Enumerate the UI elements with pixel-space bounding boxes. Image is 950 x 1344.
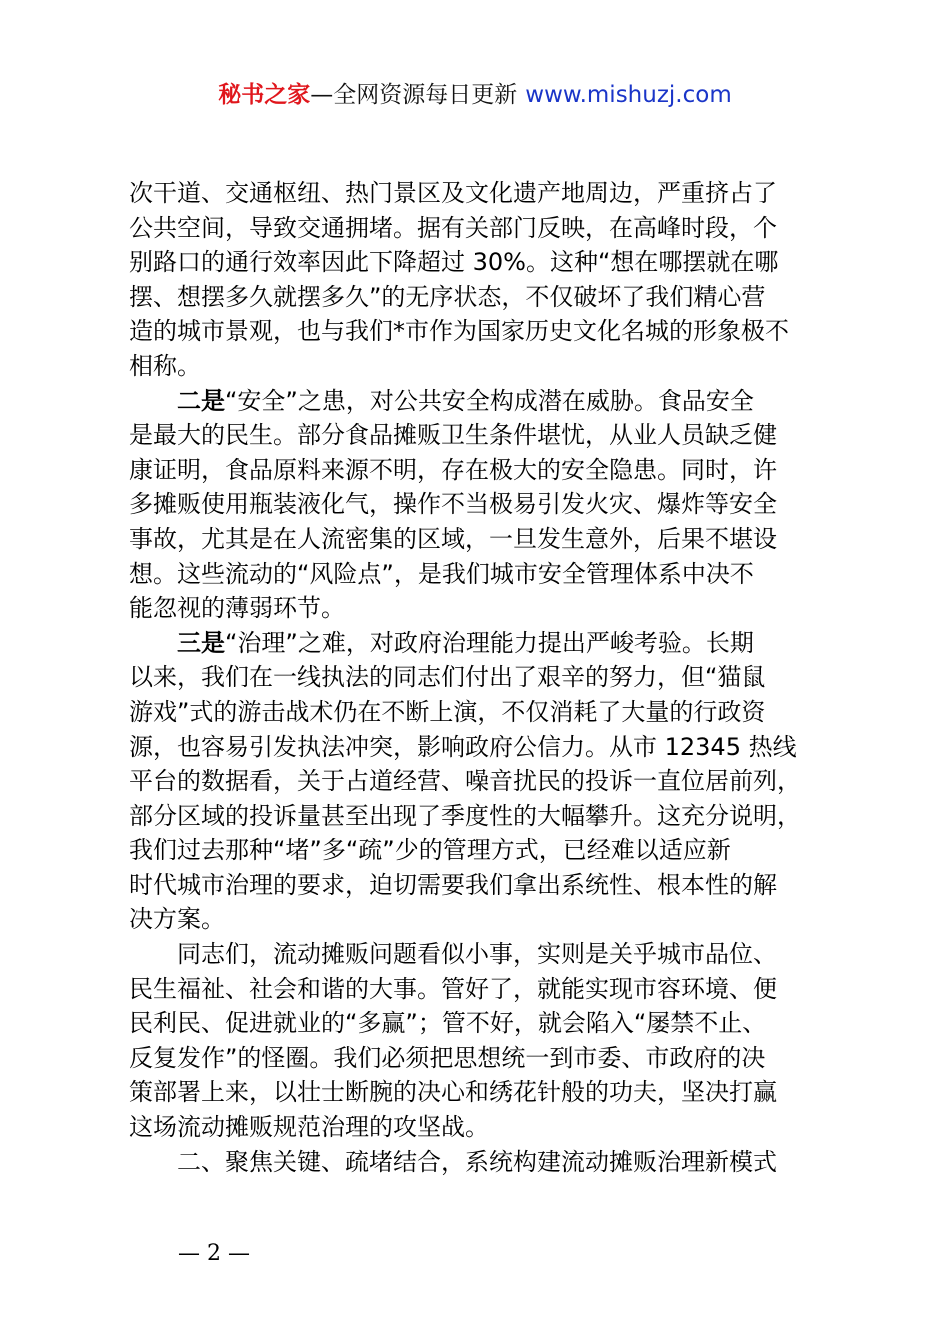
text-line: 时代城市治理的要求，迫切需要我们拿出系统性、根本性的解 [129,870,777,899]
section-heading: 二、聚焦关键、疏堵结合，系统构建流动摊贩治理新模式 [177,1147,777,1176]
document-body [129,176,829,1179]
text-line: 想。这些流动的“风险点”，是我们城市安全管理体系中决不 [129,559,754,588]
text-line: “治理”之难，对政府治理能力提出严峻考验。长期 [225,628,754,657]
header-tagline: —全网资源每日更新 [310,82,518,108]
text-line: 民生福祉、社会和谐的大事。管好了，就能实现市容环境、便 [129,974,777,1003]
text-line: 是最大的民生。部分食品摊贩卫生条件堪忧，从业人员缺乏健 [129,421,777,450]
text-line: 能忽视的薄弱环节。 [129,594,345,623]
text-line: 游戏”式的游击战术仍在不断上演，不仅消耗了大量的行政资 [129,697,766,726]
text-line: 别路口的通行效率因此下降超过 30%。这种“想在哪摆就在哪 [129,248,779,277]
text-line: 摆、想摆多久就摆多久”的无序状态，不仅破坏了我们精心营 [129,282,766,311]
lead-label-second: 二是 [177,386,225,415]
text-line: 我们过去那种“堵”多“疏”少的管理方式，已经难以适应新 [129,836,731,865]
text-line: 部分区域的投诉量甚至出现了季度性的大幅攀升。这充分说明， [129,801,801,830]
text-line: 多摊贩使用瓶装液化气，操作不当极易引发火灾、爆炸等安全 [129,490,777,519]
text-line: “安全”之患，对公共安全构成潜在威胁。食品安全 [225,386,754,415]
text-line: 源，也容易引发执法冲突，影响政府公信力。从市 12345 热线 [129,732,797,761]
text-line: 民利民、促进就业的“多赢”；管不好，就会陷入“屡禁不止、 [129,1009,767,1038]
text-line: 平台的数据看，关于占道经营、噪音扰民的投诉一直位居前列， [129,767,801,796]
text-line: 以来，我们在一线执法的同志们付出了艰辛的努力，但“猫鼠 [129,663,766,692]
site-header [0,78,950,112]
text-line: 这场流动摊贩规范治理的攻坚战。 [129,1113,489,1142]
text-line: 事故，尤其是在人流密集的区域，一旦发生意外，后果不堪设 [129,524,777,553]
text-line: 相称。 [129,351,201,380]
text-line: 公共空间，导致交通拥堵。据有关部门反映，在高峰时段，个 [129,213,777,242]
paragraph-second-start [129,384,829,419]
text-line: 反复发作”的怪圈。我们必须把思想统一到市委、市政府的决 [129,1043,766,1072]
text-line: 同志们，流动摊贩问题看似小事，实则是关乎城市品位、 [177,940,777,969]
text-line: 造的城市景观，也与我们*市作为国家历史文化名城的形象极不 [129,317,789,346]
page-number: — 2 — [178,1241,250,1266]
paragraph-third-start [129,626,829,661]
site-url[interactable]: www.mishuzj.com [525,82,732,108]
brand-name: 秘书之家 [218,82,311,108]
text-line: 次干道、交通枢纽、热门景区及文化遗产地周边，严重挤占了 [129,179,777,207]
text-line: 决方案。 [129,905,225,934]
text-line: 策部署上来，以壮士断腕的决心和绣花针般的功夫，坚决打赢 [129,1078,777,1107]
lead-label-third: 三是 [177,628,225,657]
text-line: 康证明，食品原料来源不明，存在极大的安全隐患。同时，许 [129,455,777,484]
